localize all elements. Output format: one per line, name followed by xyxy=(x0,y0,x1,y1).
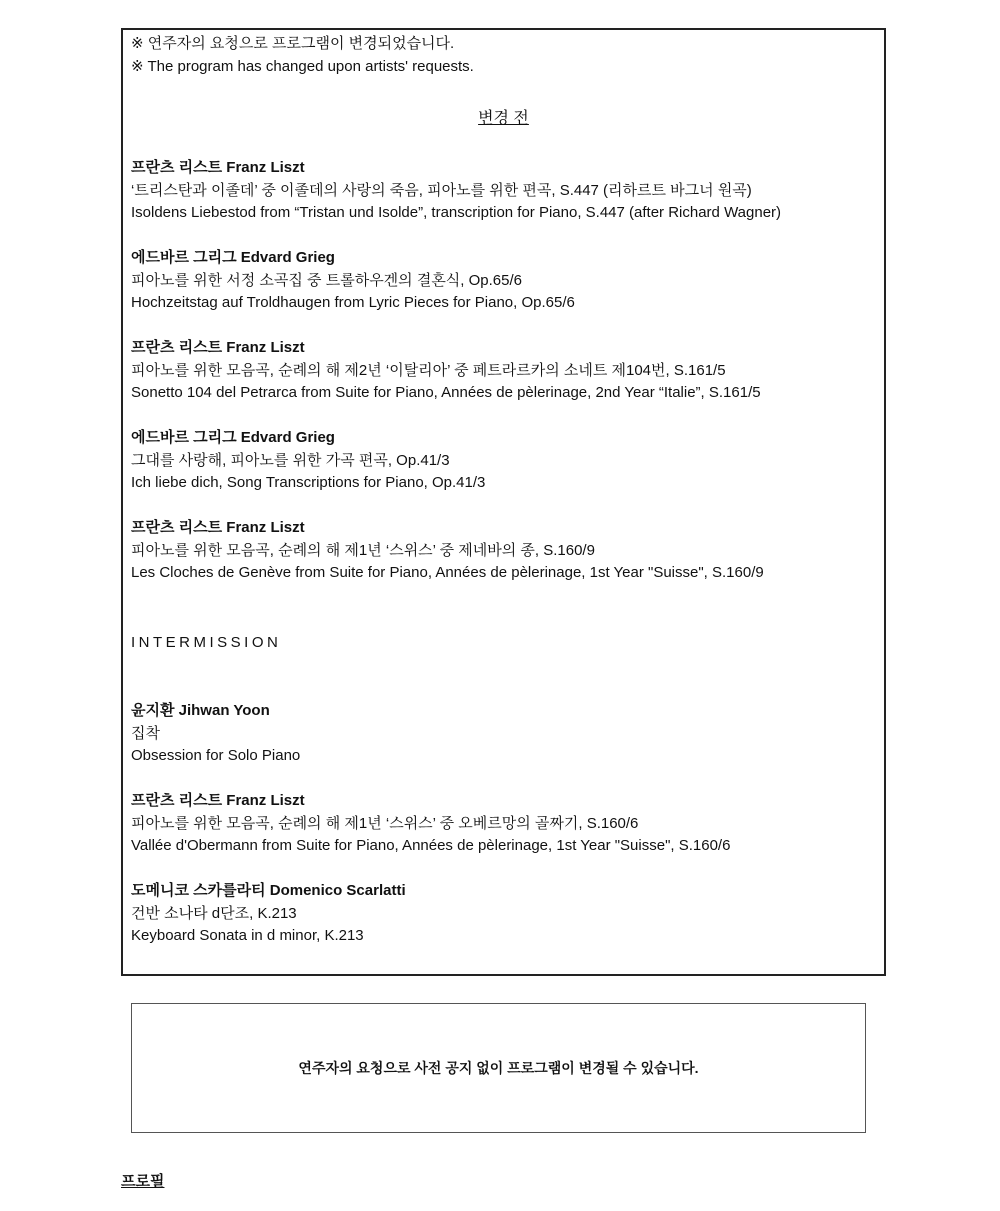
composer: 에드바르 그리그 Edvard Grieg xyxy=(131,429,335,446)
title-korean: ‘트리스탄과 이졸데’ 중 이졸데의 사랑의 죽음, 피아노를 위한 편곡, S.447 (리하르트 바그너 원곡) xyxy=(131,181,752,199)
composer: 윤지환 Jihwan Yoon xyxy=(131,702,270,719)
program-item xyxy=(131,337,884,405)
title-korean: 집착 xyxy=(131,724,160,742)
program-item xyxy=(131,517,884,585)
title-english: Vallée d'Obermann from Suite for Piano, Années de pèlerinage, 1st Year "Suisse", S.160/6 xyxy=(131,837,731,854)
composer: 프란츠 리스트 Franz Liszt xyxy=(131,339,305,356)
title-english: Hochzeitstag auf Troldhaugen from Lyric Pieces for Piano, Op.65/6 xyxy=(131,294,575,311)
title-english: Les Cloches de Genève from Suite for Piano, Années de pèlerinage, 1st Year "Suisse", S.160/9 xyxy=(131,564,764,581)
composer: 도메니코 스카를라티 Domenico Scarlatti xyxy=(131,882,406,899)
title-english: Ich liebe dich, Song Transcriptions for Piano, Op.41/3 xyxy=(131,474,486,491)
program-item xyxy=(131,880,884,948)
title-korean: 건반 소나타 d단조, K.213 xyxy=(131,904,297,922)
program-change-notice xyxy=(131,1003,866,1133)
title-english: Sonetto 104 del Petrarca from Suite for Piano, Années de pèlerinage, 2nd Year “Italie”, S.161/5 xyxy=(131,384,761,401)
change-note-korean: ※ 연주자의 요청으로 프로그램이 변경되었습니다. xyxy=(131,35,455,52)
program-item xyxy=(131,427,884,495)
title-english: Isoldens Liebestod from “Tristan und Isolde”, transcription for Piano, S.447 (after Richard Wagner) xyxy=(131,204,782,221)
composer: 프란츠 리스트 Franz Liszt xyxy=(131,159,305,176)
title-korean: 피아노를 위한 모음곡, 순례의 해 제1년 ‘스위스’ 중 제네바의 종, S.160/9 xyxy=(131,541,595,559)
section-heading: 변경 전 xyxy=(478,110,529,127)
program-item xyxy=(131,247,884,315)
composer: 프란츠 리스트 Franz Liszt xyxy=(131,792,305,809)
composer: 에드바르 그리그 Edvard Grieg xyxy=(131,249,335,266)
composer: 프란츠 리스트 Franz Liszt xyxy=(131,519,305,536)
change-note-english: ※ The program has changed upon artists' requests. xyxy=(131,57,474,75)
title-english: Obsession for Solo Piano xyxy=(131,747,301,764)
title-korean: 그대를 사랑해, 피아노를 위한 가곡 편곡, Op.41/3 xyxy=(131,451,450,469)
program-item xyxy=(131,157,884,225)
title-korean: 피아노를 위한 서정 소곡집 중 트롤하우겐의 결혼식, Op.65/6 xyxy=(131,271,523,289)
notice-text: 연주자의 요청으로 사전 공지 없이 프로그램이 변경될 수 있습니다. xyxy=(298,1060,699,1076)
program-item xyxy=(131,700,884,768)
title-korean: 피아노를 위한 모음곡, 순례의 해 제2년 ‘이탈리아’ 중 페트라르카의 소네트 제104번, S.161/5 xyxy=(131,361,726,379)
intermission-label: INTERMISSION xyxy=(131,633,282,651)
title-english: Keyboard Sonata in d minor, K.213 xyxy=(131,927,364,944)
title-korean: 피아노를 위한 모음곡, 순례의 해 제1년 ‘스위스’ 중 오베르망의 골짜기, S.160/6 xyxy=(131,814,639,832)
profile-heading: 프로필 xyxy=(121,1173,165,1190)
program-box xyxy=(121,28,886,976)
program-item xyxy=(131,790,884,858)
